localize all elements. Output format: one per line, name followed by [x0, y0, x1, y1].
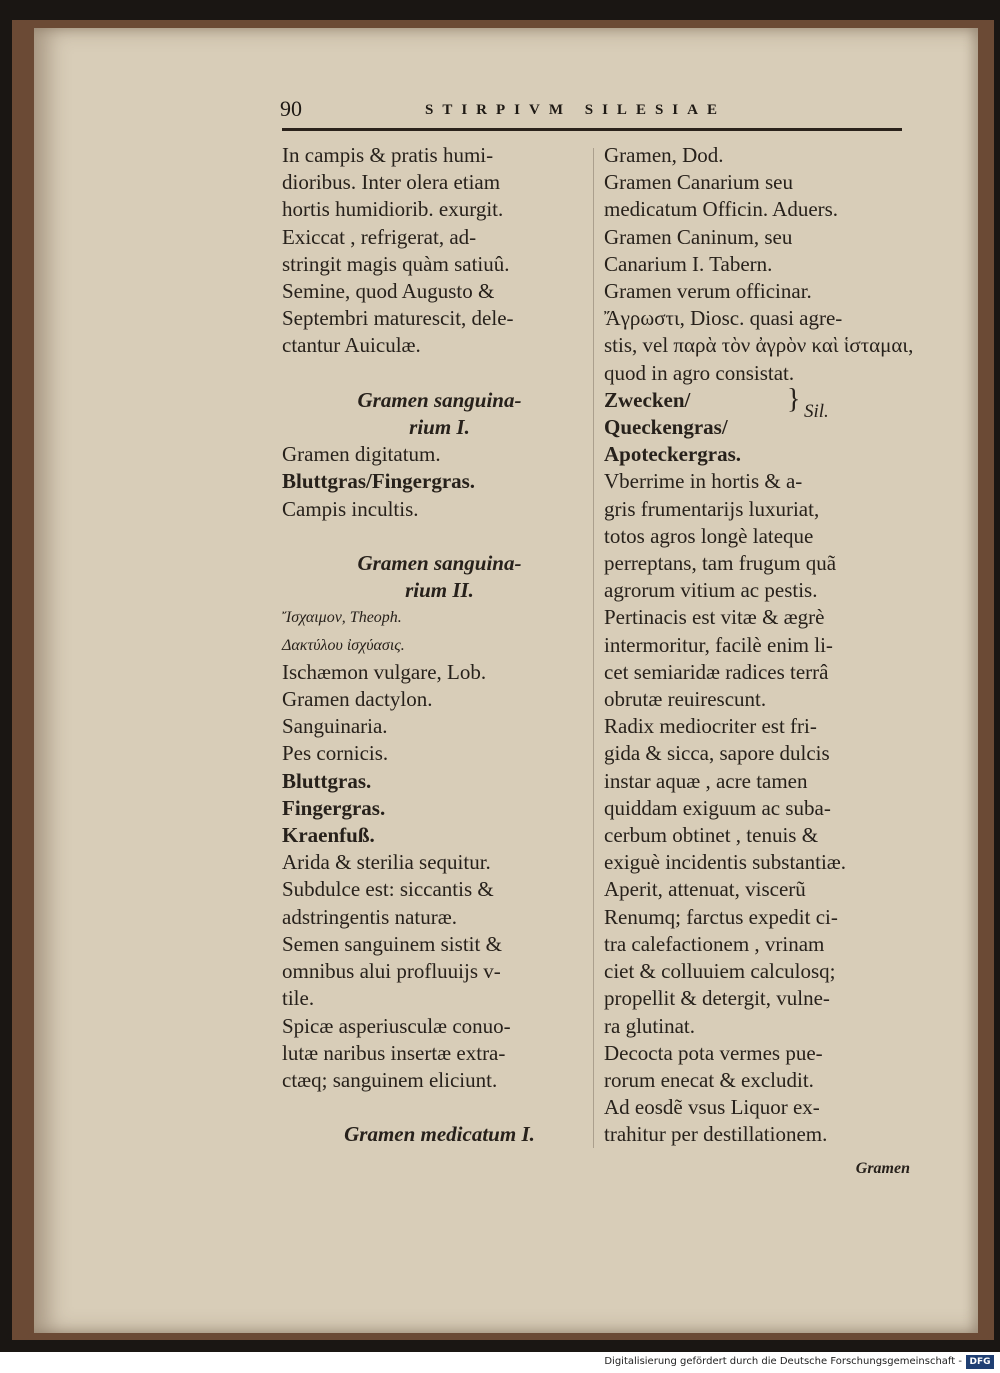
text-line: intermoritur, facilè enim li- — [604, 632, 833, 657]
text-line: Kraenfuß. — [282, 823, 375, 848]
text-line: Exiccat , refrigerat, ad- — [282, 224, 477, 249]
right-column — [604, 142, 914, 1178]
text-line: stis, vel παρὰ τὸν ἀγρὸν καὶ ἱσταμαι, — [604, 333, 914, 358]
text-line: exiguè incidentis substantiæ. — [604, 850, 847, 875]
section-heading: Gramen medicatum I. — [344, 1122, 535, 1147]
text-line: Renumq; farctus expedit ci- — [604, 904, 838, 929]
text-line: Bluttgras. — [282, 768, 372, 793]
text-line: ra glutinat. — [604, 1013, 695, 1038]
text-line: Pertinacis est vitæ & ægrè — [604, 605, 825, 630]
text-line: perreptans, tam frugum quã — [604, 551, 837, 576]
text-line: Arida & sterilia sequitur. — [282, 850, 491, 875]
text-line: Canarium I. Tabern. — [604, 251, 773, 276]
dfg-logo[interactable]: DFG — [966, 1355, 994, 1369]
siglum: Sil. — [804, 401, 829, 422]
footer-text: Digitalisierung gefördert durch die Deutsche Forschungsgemeinschaft - — [604, 1356, 962, 1367]
page-number: 90 — [280, 96, 302, 121]
spacer — [282, 1094, 597, 1121]
text-line: omnibus alui profluuijs v- — [282, 959, 501, 984]
text-line: Fingergras. — [282, 795, 386, 820]
section-heading: rium II. — [405, 578, 474, 603]
text-line: obrutæ reuirescunt. — [604, 687, 767, 712]
text-line: cet semiaridæ radices terrâ — [604, 659, 829, 684]
text-line: quiddam exiguum ac suba- — [604, 795, 831, 820]
text-line: totos agros longè lateque — [604, 523, 814, 548]
page-header — [280, 96, 900, 126]
text-line: Bluttgras/Fingergras. — [282, 469, 476, 494]
text-line: Queckengras/ — [604, 415, 728, 440]
section-heading: Gramen sanguina- — [357, 551, 522, 576]
text-line: Ἴσχαιμον, Theoph. — [282, 609, 402, 627]
text-line: Gramen verum officinar. — [604, 279, 812, 304]
header-rule — [282, 128, 902, 131]
text-line: Subdulce est: siccantis & — [282, 877, 494, 902]
text-line: Semen sanguinem sistit & — [282, 931, 502, 956]
text-line: Apoteckergras. — [604, 442, 742, 467]
text-line: Vberrime in hortis & a- — [604, 469, 803, 494]
text-line: Radix mediocriter est fri- — [604, 714, 817, 739]
text-line: ctæq; sanguinem eliciunt. — [282, 1067, 498, 1092]
spacer — [282, 523, 597, 550]
text-line: gris frumentarijs luxuriat, — [604, 496, 820, 521]
text-line: quod in agro consistat. — [604, 360, 795, 385]
text-line: In campis & pratis humi- — [282, 143, 494, 167]
text-line: hortis humidiorib. exurgit. — [282, 197, 504, 222]
text-line: Δακτύλου ἰσχύασις. — [282, 636, 405, 654]
text-line: lutæ naribus insertæ extra- — [282, 1040, 506, 1065]
text-line: propellit & detergit, vulne- — [604, 986, 830, 1011]
text-line: Campis incultis. — [282, 496, 419, 521]
catchword: Gramen — [855, 1160, 910, 1178]
text-line: Sanguinaria. — [282, 714, 388, 739]
text-line: Gramen Canarium seu — [604, 170, 793, 195]
text-line: Spicæ asperiusculæ conuo- — [282, 1013, 511, 1038]
text-line: Ischæmon vulgare, Lob. — [282, 659, 487, 684]
section-heading: rium I. — [409, 415, 470, 440]
text-line: Aperit, attenuat, viscerũ — [604, 877, 806, 902]
text-line: Pes cornicis. — [282, 741, 389, 766]
left-column — [282, 142, 597, 1149]
text-line: Gramen digitatum. — [282, 442, 441, 467]
text-line: instar aquæ , acre tamen — [604, 768, 808, 793]
text-line: Ἄγρωστι, Diosc. quasi agre- — [604, 306, 843, 331]
text-line: stringit magis quàm satiuû. — [282, 251, 510, 276]
text-line: ctantur Auiculæ. — [282, 333, 421, 358]
text-line: agrorum vitium ac pestis. — [604, 578, 818, 603]
text-line: cerbum obtinet , tenuis & — [604, 823, 819, 848]
brace-icon: } — [787, 384, 801, 415]
text-line: gida & sicca, sapore dulcis — [604, 741, 830, 766]
text-line: tile. — [282, 986, 315, 1011]
spacer — [282, 360, 597, 387]
text-line: Semine, quod Augusto & — [282, 279, 495, 304]
text-line: dioribus. Inter olera etiam — [282, 170, 501, 195]
footer — [0, 1352, 1000, 1373]
text-line: medicatum Officin. Aduers. — [604, 197, 839, 222]
text-line: Ad eosdẽ vsus Liquor ex- — [604, 1095, 820, 1120]
text-line: adstringentis naturæ. — [282, 904, 457, 929]
text-line: Gramen, Dod. — [604, 143, 724, 167]
running-head: STIRPIVM SILESIAE — [425, 102, 726, 118]
text-line: Septembri maturescit, dele- — [282, 306, 514, 331]
section-heading: Gramen sanguina- — [357, 387, 522, 412]
text-line: Gramen Caninum, seu — [604, 224, 793, 249]
text-line: Gramen dactylon. — [282, 687, 433, 712]
text-line: rorum enecat & excludit. — [604, 1067, 814, 1092]
text-line: trahitur per destillationem. — [604, 1122, 828, 1147]
text-line: ciet & colluuiem calculosq; — [604, 959, 836, 984]
text-line: tra calefactionem , vrinam — [604, 931, 825, 956]
text-line: Decocta pota vermes pue- — [604, 1040, 823, 1065]
text-line: Zwecken/ — [604, 387, 691, 412]
